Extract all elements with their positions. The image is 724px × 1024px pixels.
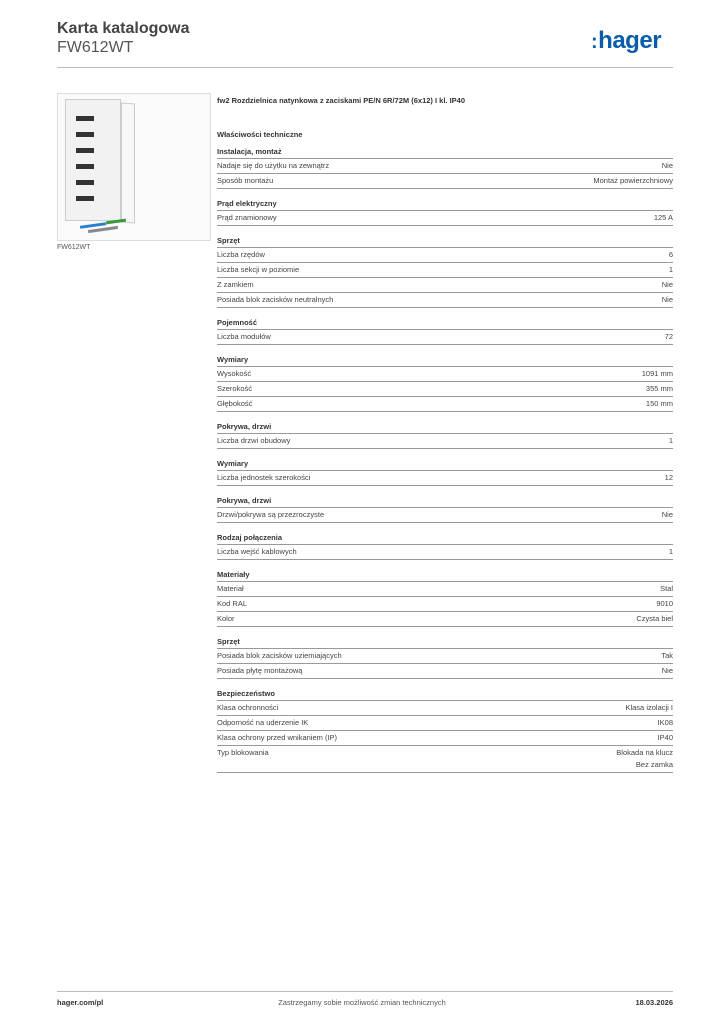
- image-caption: FW612WT: [57, 244, 91, 251]
- spec-group-title: Prąd elektryczny: [217, 199, 277, 208]
- spec-label: Z zamkiem: [217, 280, 254, 289]
- spec-row: [217, 396, 673, 412]
- spec-label: Wysokość: [217, 369, 252, 378]
- spec-row: [217, 611, 673, 627]
- spec-value: 1: [668, 547, 673, 556]
- spec-row: [217, 581, 673, 596]
- spec-label: Posiada blok zacisków neutralnych: [217, 295, 334, 304]
- catalog-title: Karta katalogowa: [57, 20, 190, 37]
- spec-group: [217, 636, 673, 679]
- spec-group: [217, 235, 673, 308]
- spec-group: [217, 458, 673, 486]
- spec-value: IP40: [657, 733, 673, 742]
- spec-label: Kolor: [217, 614, 235, 623]
- spec-group: [217, 569, 673, 627]
- spec-label: Liczba modułów: [217, 332, 271, 341]
- spec-value: 12: [664, 473, 673, 482]
- spec-label: Nadaje się do użytku na zewnątrz: [217, 161, 330, 170]
- spec-label: Kod RAL: [217, 599, 248, 608]
- spec-value: 6: [668, 250, 673, 259]
- spec-value: 1091 mm: [641, 369, 673, 378]
- spec-row: [217, 715, 673, 730]
- footer-website-link[interactable]: hager.com/pl: [57, 998, 104, 1007]
- spec-content: [217, 96, 673, 782]
- spec-label: Głębokość: [217, 399, 253, 408]
- spec-row: [217, 470, 673, 486]
- cabinet-body-icon: [65, 99, 121, 221]
- spec-value: 150 mm: [645, 399, 673, 408]
- spec-label: Sposób montażu: [217, 176, 274, 185]
- footer-divider: [57, 991, 673, 992]
- spec-row: [217, 730, 673, 745]
- spec-row: [217, 262, 673, 277]
- product-code: FW612WT: [57, 39, 134, 56]
- spec-row: [217, 433, 673, 449]
- spec-value: 355 mm: [645, 384, 673, 393]
- spec-row: [217, 210, 673, 226]
- spec-group-title: Wymiary: [217, 459, 249, 468]
- spec-label: Liczba rzędów: [217, 250, 265, 259]
- spec-value: Czysta biel: [636, 614, 673, 623]
- spec-label: Posiada blok zacisków uziemiających: [217, 651, 342, 660]
- spec-label: Odporność na uderzenie IK: [217, 718, 309, 727]
- spec-group: [217, 532, 673, 560]
- spec-row: [217, 648, 673, 663]
- spec-heading: Właściwości techniczne: [217, 130, 303, 139]
- spec-group: [217, 688, 673, 773]
- spec-row: [217, 544, 673, 560]
- spec-row: [217, 158, 673, 173]
- spec-groups: [217, 146, 673, 773]
- spec-label: Liczba jednostek szerokości: [217, 473, 311, 482]
- spec-row: [217, 381, 673, 396]
- spec-value: Nie: [661, 295, 673, 304]
- spec-row: [217, 663, 673, 679]
- spec-label: Liczba drzwi obudowy: [217, 436, 291, 445]
- spec-value: IK08: [657, 718, 673, 727]
- spec-row: [217, 247, 673, 262]
- product-image: [57, 93, 211, 241]
- spec-row: [217, 173, 673, 189]
- spec-group: [217, 354, 673, 412]
- footer-disclaimer: Zastrzegamy sobie możliwość zmian technicznych: [278, 998, 446, 1007]
- spec-group-title: Pojemność: [217, 318, 258, 327]
- spec-value: 125 A: [653, 213, 673, 222]
- cabinet-door-icon: [121, 103, 135, 224]
- spec-value-line: Blokada na klucz: [616, 748, 673, 757]
- header-divider: [57, 67, 673, 68]
- spec-group-title: Sprzęt: [217, 637, 240, 646]
- spec-value: Klasa izolacji I: [625, 703, 673, 712]
- spec-value: [616, 747, 673, 771]
- spec-value: Nie: [661, 161, 673, 170]
- spec-value: Nie: [661, 666, 673, 675]
- spec-row: [217, 366, 673, 381]
- footer-date: 18.03.2026: [635, 998, 673, 1007]
- spec-value: 9010: [656, 599, 673, 608]
- spec-value: 1: [668, 436, 673, 445]
- logo-text: hager: [598, 27, 662, 54]
- spec-group-title: Pokrywa, drzwi: [217, 422, 272, 431]
- spec-value: Montaż powierzchniowy: [593, 176, 673, 185]
- spec-row: [217, 700, 673, 715]
- spec-group-title: Materiały: [217, 570, 250, 579]
- spec-label: Szerokość: [217, 384, 253, 393]
- spec-label: Typ blokowania: [217, 748, 269, 757]
- spec-label: Materiał: [217, 584, 244, 593]
- spec-group-title: Sprzęt: [217, 236, 240, 245]
- spec-label: Prąd znamionowy: [217, 213, 277, 222]
- spec-group: [217, 317, 673, 345]
- spec-value: Nie: [661, 510, 673, 519]
- spec-group-title: Pokrywa, drzwi: [217, 496, 272, 505]
- spec-group-title: Rodzaj połączenia: [217, 533, 283, 542]
- spec-label: Posiada płytę montażową: [217, 666, 303, 675]
- spec-row: [217, 745, 673, 773]
- spec-value: Nie: [661, 280, 673, 289]
- spec-label: Drzwi/pokrywa są przezroczyste: [217, 510, 325, 519]
- product-title: fw2 Rozdzielnica natynkowa z zaciskami PE/N 6R/72M (6x12) I kl. IP40: [217, 96, 466, 105]
- spec-row: [217, 596, 673, 611]
- spec-value: 72: [664, 332, 673, 341]
- spec-label: Liczba sekcji w poziomie: [217, 265, 300, 274]
- spec-label: Klasa ochrony przed wnikaniem (IP): [217, 733, 338, 742]
- spec-value: 1: [668, 265, 673, 274]
- spec-group: [217, 146, 673, 189]
- spec-label: Liczba wejść kablowych: [217, 547, 297, 556]
- spec-group-title: Wymiary: [217, 355, 249, 364]
- spec-group: [217, 495, 673, 523]
- spec-row: [217, 277, 673, 292]
- spec-group: [217, 198, 673, 226]
- spec-group-title: Bezpieczeństwo: [217, 689, 275, 698]
- spec-value-line: Bez zamka: [635, 760, 673, 769]
- spec-value: Stal: [660, 584, 673, 593]
- spec-row: [217, 329, 673, 345]
- spec-row: [217, 507, 673, 523]
- spec-row: [217, 292, 673, 308]
- spec-group-title: Instalacja, montaż: [217, 147, 282, 156]
- spec-label: Klasa ochronności: [217, 703, 279, 712]
- logo-mark-icon: :: [591, 31, 598, 53]
- spec-group: [217, 421, 673, 449]
- hager-logo: [591, 27, 661, 55]
- spec-value: Tak: [661, 651, 673, 660]
